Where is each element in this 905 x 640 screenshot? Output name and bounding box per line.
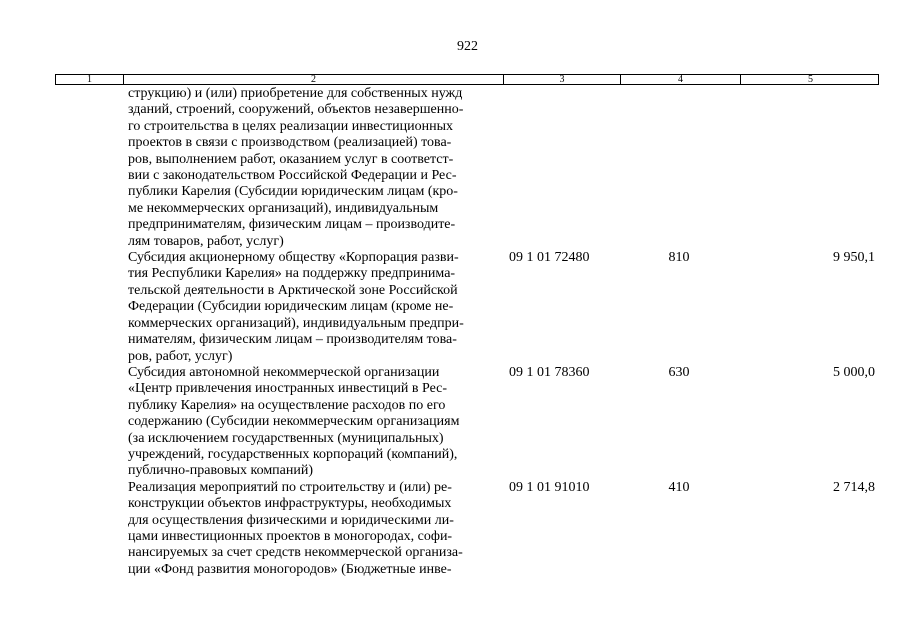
row-description: струкцию) и (или) приобретение для собственных нужд зданий, строений, сооружений, объектов незавершенно- го строительства в целях реализации инвестиционных проектов в связи с производством (реализацией) това- ров, выполнением работ, оказанием услуг в соответст- вии с законодательством Российской Федерации и Рес- публики Карелия (Субсидии юридическим лицам (кро- ме некоммерческих организаций), индивидуальным предпринимателям, физическим лицам – производите- лям товаров, работ, услуг) bbox=[128, 86, 464, 249]
header-col-4: 4 bbox=[620, 75, 740, 85]
page-number: 922 bbox=[457, 39, 478, 54]
header-col-2: 2 bbox=[123, 75, 503, 85]
header-col-3: 3 bbox=[503, 75, 620, 85]
row-description: Субсидия акционерному обществу «Корпорация разви- тия Республики Карелия» на поддержку предпринима- тельской деятельности в Арктической зоне Российской Федерации (Субсидии юридическим лицам (кроме не- коммерческих организаций), индивидуальным предпри- нимателям, физическим лицам – производителям това- ров, работ, услуг) bbox=[128, 250, 464, 364]
row-amount bbox=[739, 86, 879, 250]
row-amount: 9 950,1 bbox=[833, 250, 875, 266]
row-code: 09 1 01 91010 bbox=[509, 479, 590, 495]
header-col-1: 1 bbox=[87, 74, 92, 85]
table-row bbox=[55, 250, 879, 365]
row-expense-type: 410 bbox=[668, 479, 690, 495]
row-index-cell bbox=[55, 250, 122, 365]
row-code bbox=[502, 86, 619, 250]
row-description: Субсидия автономной некоммерческой организации «Центр привлечения иностранных инвестиций в Рес- публику Карелия» на осуществление расходов по его содержанию (Субсидии некоммерческим организациям (за исключением государственных (муниципальных) учреждений, государственных корпораций (компаний), публично-правовых компаний) bbox=[128, 364, 460, 479]
row-expense-type bbox=[619, 86, 739, 250]
header-col-5: 5 bbox=[740, 75, 880, 85]
table-row bbox=[55, 86, 879, 250]
row-expense-type: 810 bbox=[668, 250, 690, 266]
row-index-cell bbox=[55, 480, 122, 578]
row-description: Реализация мероприятий по строительству и (или) ре- конструкции объектов инфраструктуры, необходимых для осуществления физическими и юридическими ли- цами инвестиционных проектов в моногородах, софи- нансируемых за счет средств некоммерческой организа- ции «Фонд развития моногородов» (Бюджетные инве- bbox=[128, 479, 463, 577]
row-index-cell bbox=[55, 365, 122, 480]
row-code: 09 1 01 78360 bbox=[509, 364, 590, 380]
row-code: 09 1 01 72480 bbox=[509, 250, 590, 266]
row-amount: 2 714,8 bbox=[833, 479, 875, 495]
row-amount: 5 000,0 bbox=[833, 364, 875, 380]
table-body bbox=[55, 86, 879, 578]
table-row bbox=[55, 365, 879, 480]
table-header-row bbox=[55, 74, 879, 85]
budget-table bbox=[55, 74, 879, 577]
table-row bbox=[55, 480, 879, 578]
row-index-cell bbox=[55, 86, 122, 250]
row-expense-type: 630 bbox=[668, 364, 690, 380]
